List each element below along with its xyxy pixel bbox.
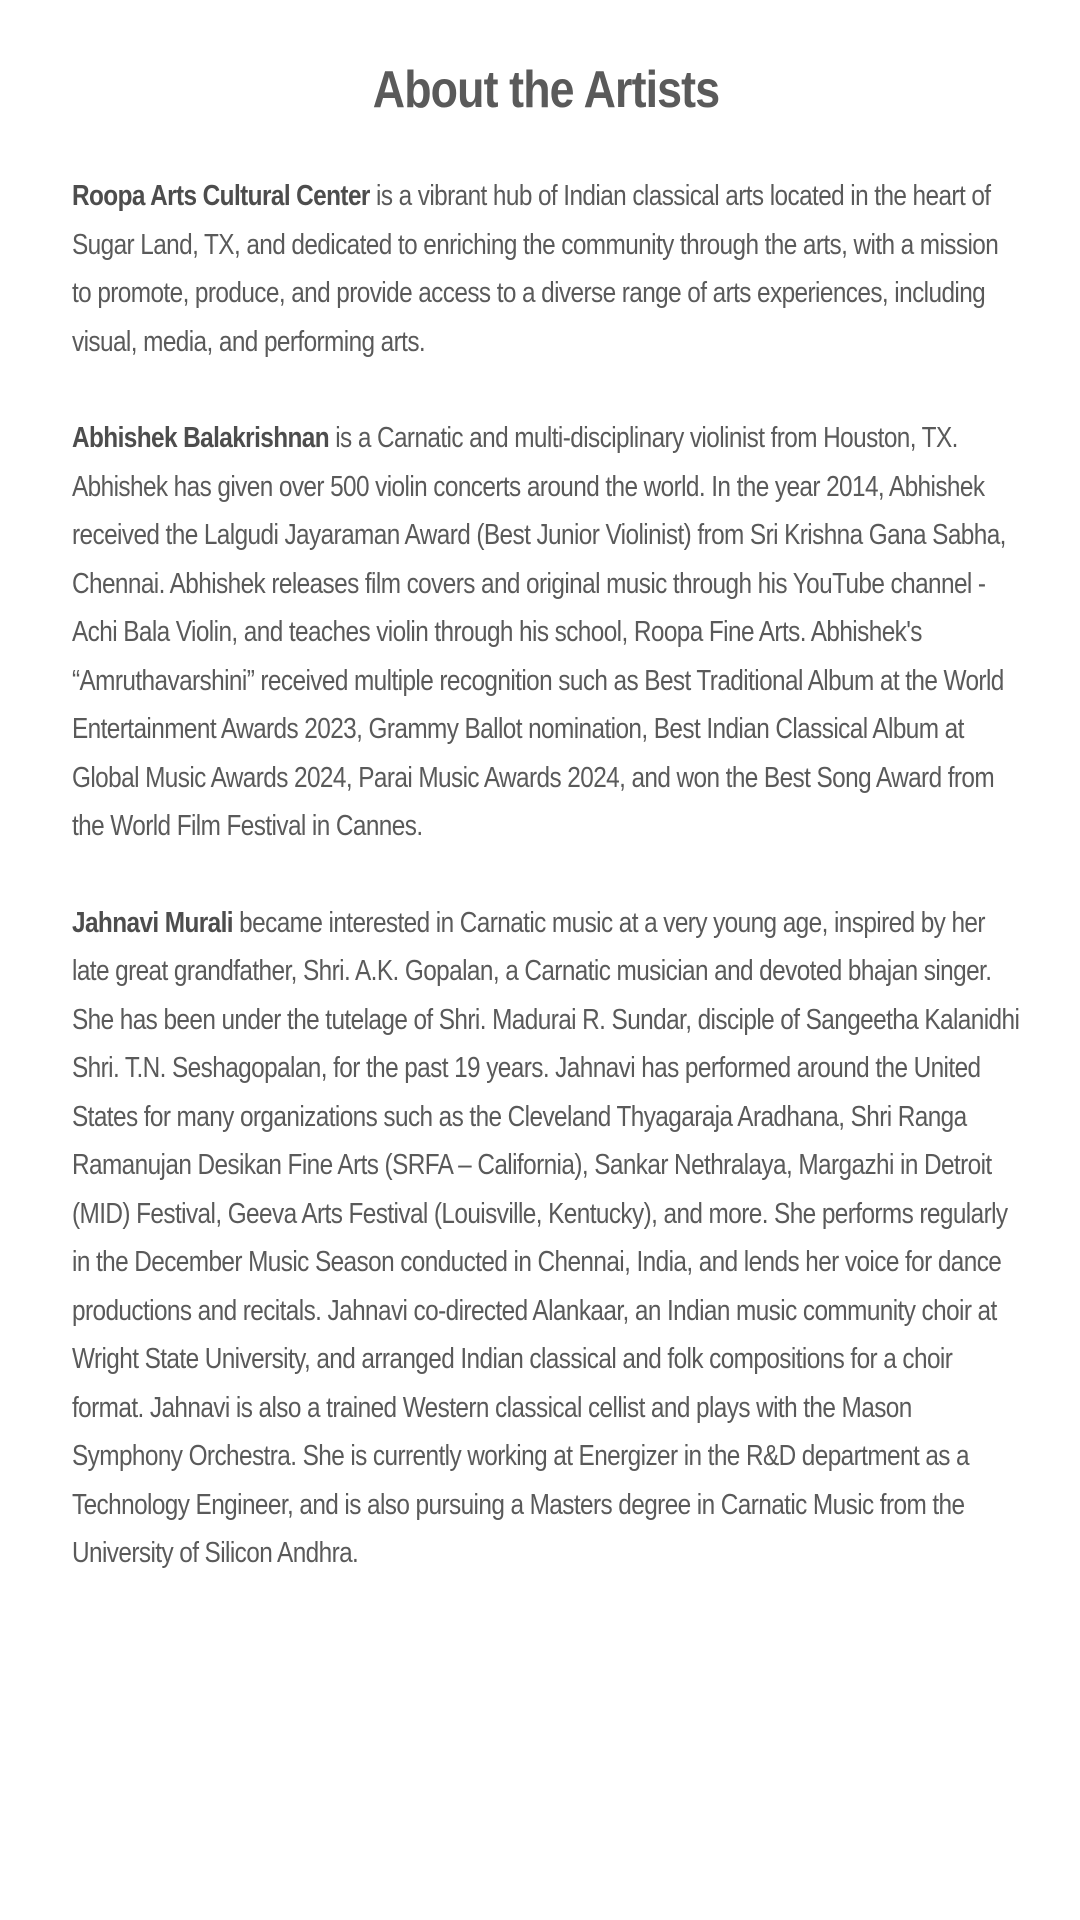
artist-bio-text: became interested in Carnatic music at a very young age, inspired by her late great grandfather, Shri. A.K. Gopalan, a Carnatic musician and devoted bhajan singer. She has been under the tutelage of Shri. Madurai R. Sundar, disciple of Sangeetha Kalanidhi Shri. T.N. Seshagopalan, for the past 19 years. Jahnavi has performed around the United States for many organizations such as the Cleveland Thyagaraja Aradhana, Shri Ranga Ramanujan Desikan Fine Arts (SRFA – California), Sankar Nethralaya, Margazhi in Detroit (MID) Festival, Geeva Arts Festival (Louisville, Kentucky), and more. She performs regularly in the December Music Season conducted in Chennai, India, and lends her voice for dance productions and recitals. Jahnavi co-directed Alankaar, an Indian music community choir at Wright State University, and arranged Indian classical and folk compositions for a choir format. Jahnavi is also a trained Western classical cellist and plays with the Mason Symphony Orchestra. She is currently working at Energizer in the R&D department as a Technology Engineer, and is also pursuing a Masters degree in Carnatic Music from the University of Silicon Andhra.	[72, 906, 1020, 1569]
artist-name: Jahnavi Murali	[72, 906, 234, 939]
artist-name: Abhishek Balakrishnan	[72, 422, 330, 454]
artist-bio-roopa-arts	[72, 172, 1020, 366]
artist-bio-jahnavi-murali	[72, 899, 1020, 1578]
artist-bio-text: is a vibrant hub of Indian classical arts located in the heart of Sugar Land, TX, and dedicated to enriching the community through the arts, with a mission to promote, produce, and provide access to a diverse range of arts experiences, including visual, media, and performing arts.	[72, 180, 999, 358]
artist-bio-text: is a Carnatic and multi-disciplinary violinist from Houston, TX. Abhishek has given over 500 violin concerts around the world. In the year 2014, Abhishek received the Lalgudi Jayaraman Award (Best Junior Violinist) from Sri Krishna Gana Sabha, Chennai. Abhishek releases film covers and original music through his YouTube channel - Achi Bala Violin, and teaches violin through his school, Roopa Fine Arts. Abhishek's “Amruthavarshini” received multiple recognition such as Best Traditional Album at the World Entertainment Awards 2023, Grammy Ballot nomination, Best Indian Classical Album at Global Music Awards 2024, Parai Music Awards 2024, and won the Best Song Award from the World Film Festival in Cannes.	[72, 422, 1006, 842]
artist-bio-abhishek-balakrishnan	[72, 414, 1020, 851]
page-title: About the Artists	[372, 61, 720, 119]
artist-name: Roopa Arts Cultural Center	[72, 180, 370, 212]
